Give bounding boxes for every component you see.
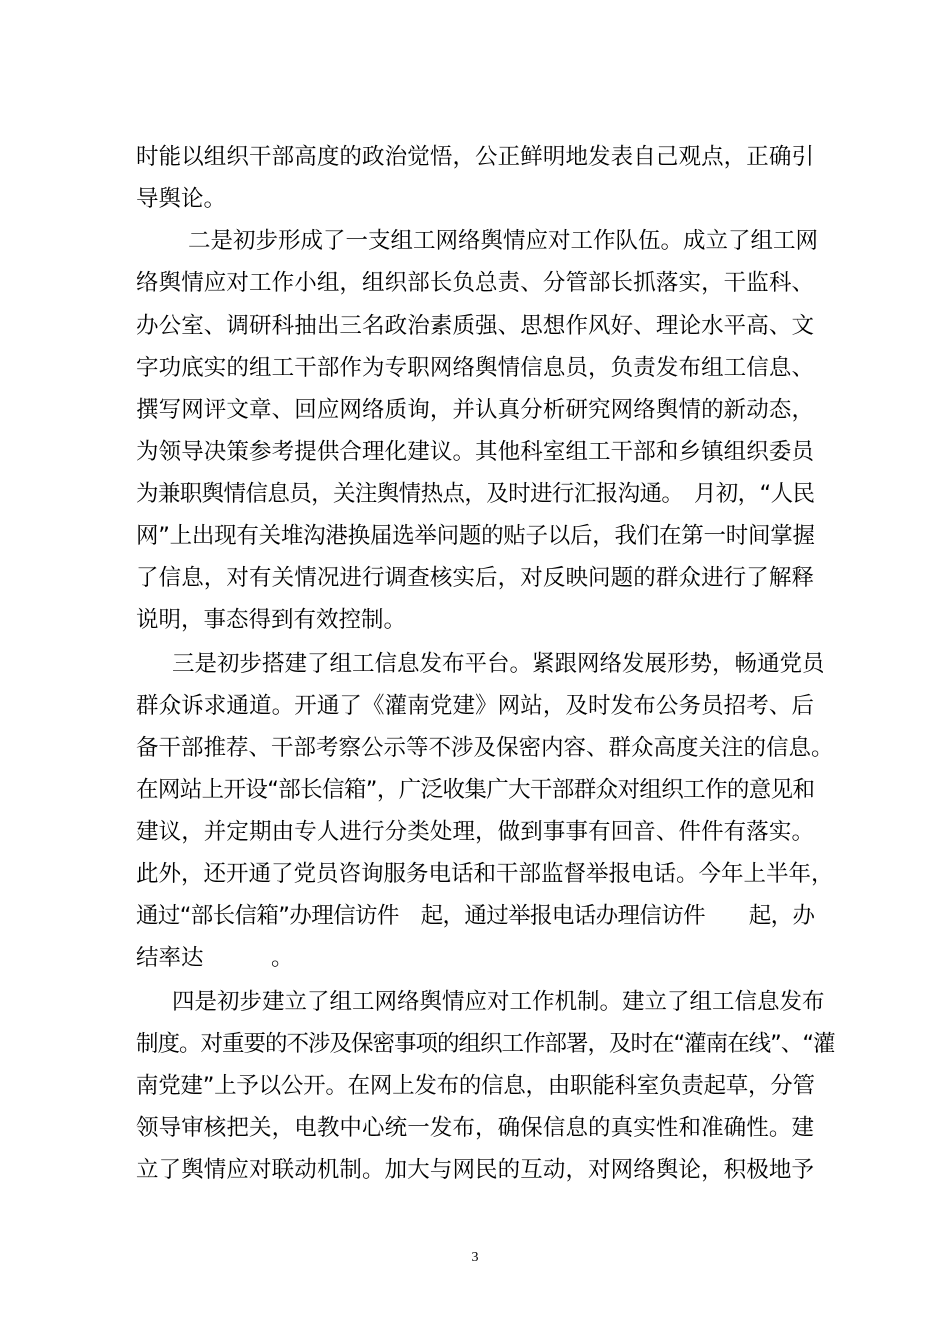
text-line: 南党建”上予以公开。在网上发布的信息，由职能科室负责起草，分管 bbox=[136, 1073, 814, 1099]
text-line: 了信息，对有关情况进行调查核实后，对反映问题的群众进行了解释 bbox=[136, 565, 814, 591]
text-line: 为兼职舆情信息员，关注舆情热点，及时进行汇报沟通。 月初，“人民 bbox=[136, 481, 814, 507]
text-line: 为领导决策参考提供合理化建议。其他科室组工干部和乡镇组织委员 bbox=[136, 439, 814, 465]
text-line: 结率达 。 bbox=[136, 945, 294, 971]
text-line: 立了舆情应对联动机制。加大与网民的互动，对网络舆论，积极地予 bbox=[136, 1157, 814, 1183]
paragraph-start-line: 四是初步建立了组工网络舆情应对工作机制。建立了组工信息发布 bbox=[172, 989, 825, 1015]
text-line: 说明，事态得到有效控制。 bbox=[136, 607, 407, 633]
paragraph-start-line: 二是初步形成了一支组工网络舆情应对工作队伍。成立了组工网 bbox=[188, 228, 819, 254]
text-line: 导舆论。 bbox=[136, 186, 227, 212]
text-line: 此外，还开通了党员咨询服务电话和干部监督举报电话。今年上半年， bbox=[136, 861, 834, 887]
text-line: 建议，并定期由专人进行分类处理，做到事事有回音、件件有落实。 bbox=[136, 819, 814, 845]
text-line: 在网站上开设“部长信箱”，广泛收集广大干部群众对组织工作的意见和 bbox=[136, 777, 814, 803]
page-number: 3 bbox=[471, 1250, 479, 1265]
text-line: 群众诉求通道。开通了《灌南党建》网站，及时发布公务员招考、后 bbox=[136, 693, 814, 719]
text-line: 时能以组织干部高度的政治觉悟，公正鲜明地发表自己观点，正确引 bbox=[136, 144, 814, 170]
text-line: 备干部推荐、干部考察公示等不涉及保密内容、群众高度关注的信息。 bbox=[136, 735, 834, 761]
text-line: 制度。对重要的不涉及保密事项的组织工作部署，及时在“灌南在线”、“灌 bbox=[136, 1031, 835, 1057]
text-line: 领导审核把关，电教中心统一发布，确保信息的真实性和准确性。建 bbox=[136, 1115, 814, 1141]
text-line: 撰写网评文章、回应网络质询，并认真分析研究网络舆情的新动态， bbox=[136, 397, 814, 423]
text-line: 络舆情应对工作小组，组织部长负总责、分管部长抓落实，干监科、 bbox=[136, 270, 814, 296]
text-line: 字功底实的组工干部作为专职网络舆情信息员，负责发布组工信息、 bbox=[136, 355, 814, 381]
paragraph-start-line: 三是初步搭建了组工信息发布平台。紧跟网络发展形势，畅通党员 bbox=[172, 651, 825, 677]
text-line: 通过“部长信箱”办理信访件 起，通过举报电话办理信访件 起，办 bbox=[136, 903, 814, 929]
text-line: 办公室、调研科抽出三名政治素质强、思想作风好、理论水平高、文 bbox=[136, 313, 814, 339]
text-line: 网”上出现有关堆沟港换届选举问题的贴子以后，我们在第一时间掌握 bbox=[136, 523, 814, 549]
